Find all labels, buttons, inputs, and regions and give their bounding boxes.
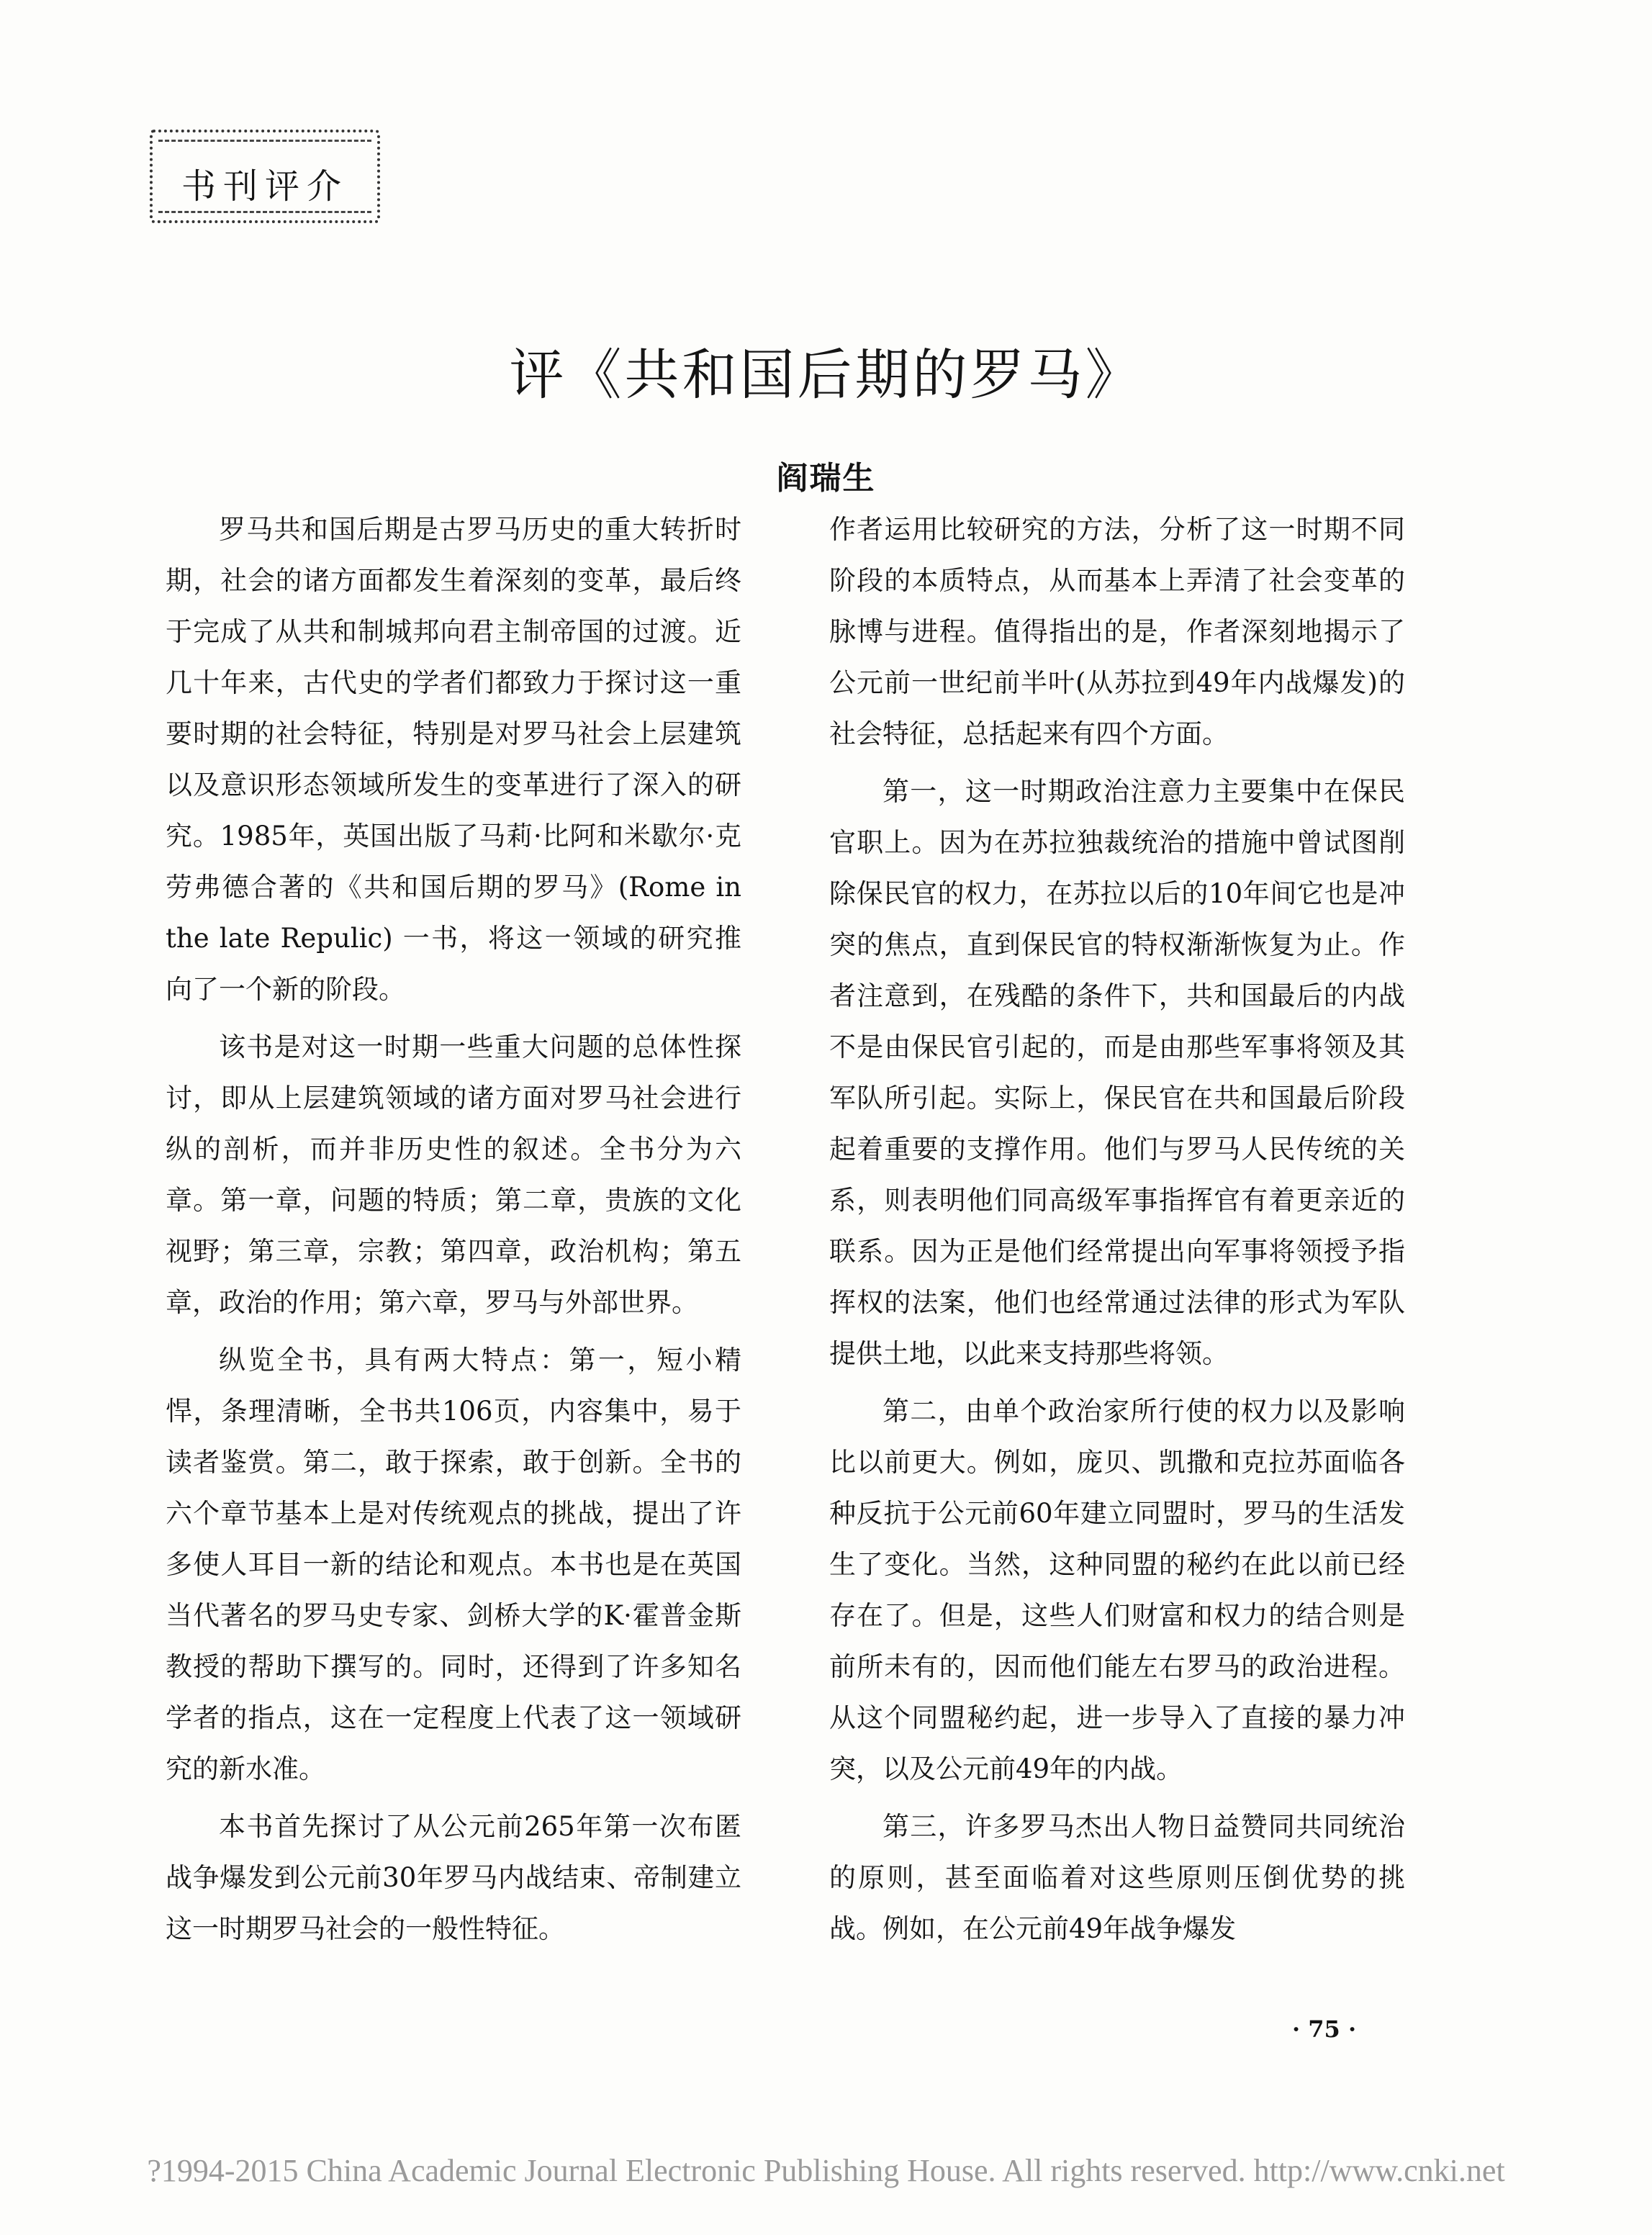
paragraph-continuation: 作者运用比较研究的方法，分析了这一时期不同阶段的本质特点，从而基本上弄清了社会变革的脉博与进程。值得指出的是，作者深刻地揭示了公元前一世纪前半叶(从苏拉到49年内战爆发)的社会特征，总括起来有四个方面。: [829, 514, 1405, 749]
article-title: 评《共和国后期的罗马》: [509, 343, 1143, 407]
left-column: [166, 504, 741, 2001]
paragraph: 该书是对这一时期一些重大问题的总体性探讨，即从上层建筑领域的诸方面对罗马社会进行纵的剖析，而并非历史性的叙述。全书分为六章。第一章，问题的特质；第二章，贵族的文化视野；第三章，宗教；第四章，政治机构；第五章，政治的作用；第六章，罗马与外部世界。: [166, 1031, 741, 1318]
paragraph: 罗马共和国后期是古罗马历史的重大转折时期，社会的诸方面都发生着深刻的变革，最后终于完成了从共和制城邦向君主制帝国的过渡。近几十年来，古代史的学者们都致力于探讨这一重要时期的社会特征，特别是对罗马社会上层建筑以及意识形态领域所发生的变革进行了深入的研究。1985年，英国出版了马莉·比阿和米歇尔·克劳弗德合著的《共和国后期的罗马》(Rome in the late Repulic) 一书，将这一领域的研究推向了一个新的阶段。: [166, 514, 741, 1005]
article-author: 阎瑞生: [776, 460, 876, 497]
paragraph: 第三，许多罗马杰出人物日益赞同共同统治的原则，甚至面临着对这些原则压倒优势的挑战。例如，在公元前49年战争爆发: [829, 1811, 1405, 1944]
page-number: · 75 ·: [1292, 2015, 1357, 2043]
paragraph: 纵览全书，具有两大特点：第一，短小精悍，条理清晰，全书共106页，内容集中，易于读者鉴赏。第二，敢于探索，敢于创新。全书的六个章节基本上是对传统观点的挑战，提出了许多使人耳目一新的结论和观点。本书也是在英国当代著名的罗马史专家、剑桥大学的K·霍普金斯教授的帮助下撰写的。同时，还得到了许多知名学者的指点，这在一定程度上代表了这一领域研究的新水准。: [166, 1345, 741, 1784]
section-tag-frame: [150, 130, 380, 223]
section-tag-label: 书刊评介: [181, 166, 348, 207]
paragraph: 第一，这一时期政治注意力主要集中在保民官职上。因为在苏拉独裁统治的措施中曾试图削除保民官的权力，在苏拉以后的10年间它也是冲突的焦点，直到保民官的特权渐渐恢复为止。作者注意到，在残酷的条件下，共和国最后的内战不是由保民官引起的，而是由那些军事将领及其军队所引起。实际上，保民官在共和国最后阶段起着重要的支撑作用。他们与罗马人民传统的关系，则表明他们同高级军事指挥官有着更亲近的联系。因为正是他们经常提出向军事将领授予指挥权的法案，他们也经常通过法律的形式为军队提供土地，以此来支持那些将领。: [829, 776, 1405, 1369]
paragraph: 第二，由单个政治家所行使的权力以及影响比以前更大。例如，庞贝、凯撒和克拉苏面临各种反抗于公元前60年建立同盟时，罗马的生活发生了变化。当然，这种同盟的秘约在此以前已经存在了。但是，这些人们财富和权力的结合则是前所未有的，因而他们能左右罗马的政治进程。从这个同盟秘约起，进一步导入了直接的暴力冲突，以及公元前49年的内战。: [829, 1396, 1405, 1784]
paragraph: 本书首先探讨了从公元前265年第一次布匿战争爆发到公元前30年罗马内战结束、帝制建立这一时期罗马社会的一般性特征。: [166, 1811, 741, 1944]
copyright-footer: ?1994-2015 China Academic Journal Electronic Publishing House. All rights reserved. http://www.cnki.net: [147, 2153, 1505, 2188]
right-column: [829, 504, 1405, 2001]
